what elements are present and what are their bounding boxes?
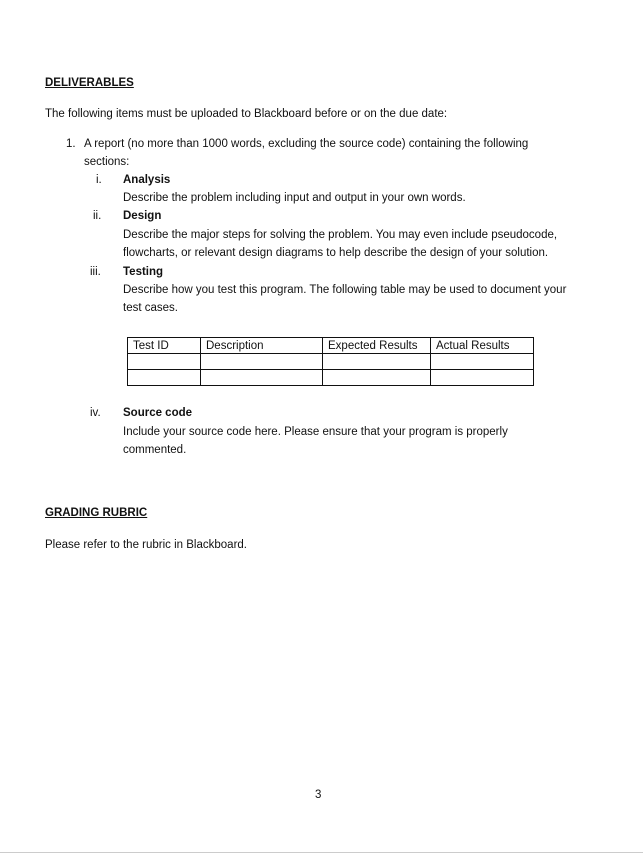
table-cell: [431, 370, 534, 386]
page-number: 3: [315, 789, 322, 801]
deliverables-intro: The following items must be uploaded to Blackboard before or on the due date:: [45, 108, 448, 120]
section-i-numeral: i.: [96, 174, 102, 186]
section-design-line-2: flowcharts, or relevant design diagrams to help describe the design of your solution.: [123, 247, 549, 259]
section-source-code-line-1: Include your source code here. Please ensure that your program is properly: [123, 426, 508, 438]
section-design-line-1: Describe the major steps for solving the problem. You may even include pseudocode,: [123, 229, 558, 241]
page-bottom-rule: [0, 852, 643, 853]
header-test-id: Test ID: [128, 338, 201, 354]
deliverables-heading: DELIVERABLES: [45, 77, 134, 89]
table-row: [128, 370, 534, 386]
table-header-row: [128, 338, 534, 354]
table-cell: [323, 370, 431, 386]
item-1-line-1: A report (no more than 1000 words, excluding the source code) containing the following: [84, 138, 529, 150]
section-ii-numeral: ii.: [93, 210, 102, 222]
table-row: [128, 354, 534, 370]
section-testing-title: Testing: [123, 266, 164, 278]
table-cell: [431, 354, 534, 370]
section-iii-numeral: iii.: [90, 266, 101, 278]
section-analysis-title: Analysis: [123, 174, 171, 186]
section-source-code-title: Source code: [123, 407, 193, 419]
grading-rubric-heading: GRADING RUBRIC: [45, 507, 148, 519]
item-1-number: 1.: [66, 138, 76, 150]
table-cell: [201, 354, 323, 370]
table-cell: [128, 354, 201, 370]
header-description: Description: [201, 338, 323, 354]
section-design-title: Design: [123, 210, 162, 222]
section-iv-numeral: iv.: [90, 407, 101, 419]
section-testing-line-2: test cases.: [123, 302, 178, 314]
section-source-code-line-2: commented.: [123, 444, 187, 456]
item-1-line-2: sections:: [84, 156, 130, 168]
section-analysis-line-1: Describe the problem including input and output in your own words.: [123, 192, 466, 204]
header-actual-results: Actual Results: [431, 338, 534, 354]
table-cell: [128, 370, 201, 386]
grading-rubric-text: Please refer to the rubric in Blackboard.: [45, 539, 247, 551]
table-cell: [323, 354, 431, 370]
section-testing-line-1: Describe how you test this program. The following table may be used to document your: [123, 284, 567, 296]
table-cell: [201, 370, 323, 386]
test-cases-table: [127, 337, 534, 386]
header-expected-results: Expected Results: [323, 338, 431, 354]
